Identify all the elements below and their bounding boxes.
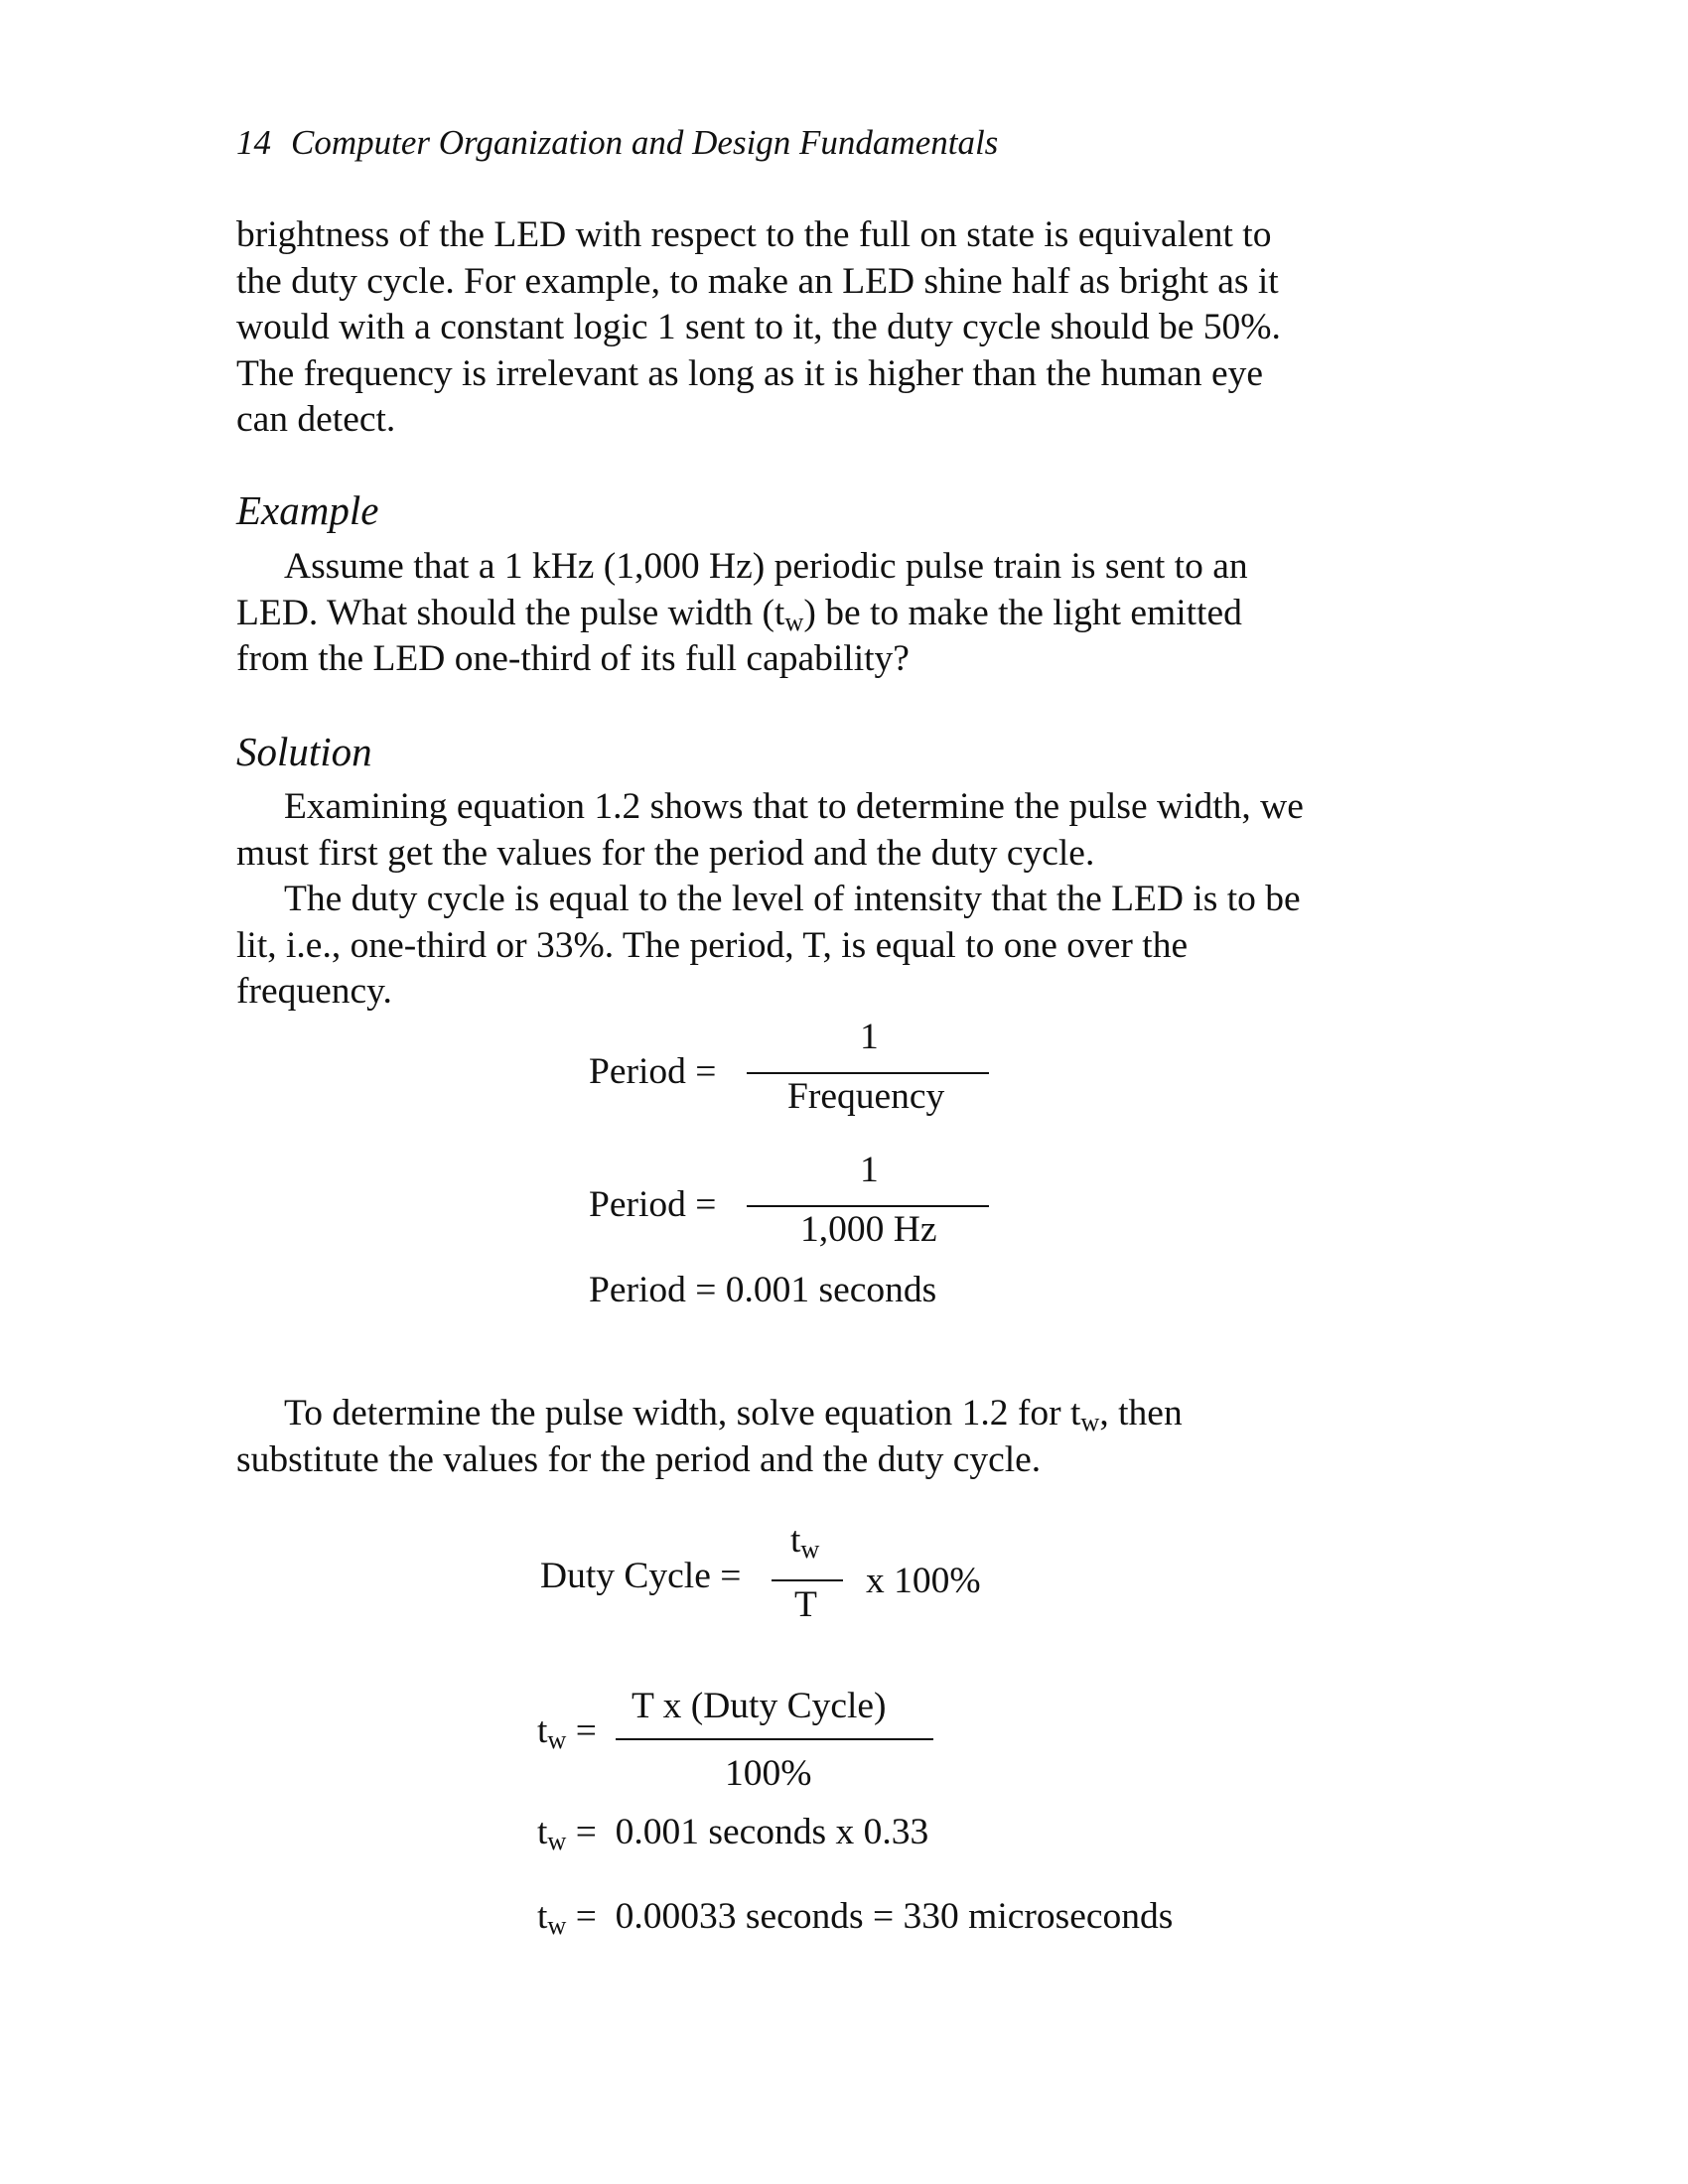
- text-line: must first get the values for the period and the duty cycle.: [236, 832, 1095, 874]
- subscript: w: [547, 1725, 567, 1754]
- text-line: the duty cycle. For example, to make an LED shine half as bright as it: [236, 260, 1279, 302]
- subscript: w: [1080, 1408, 1100, 1436]
- text-line: brightness of the LED with respect to the full on state is equivalent to: [236, 214, 1272, 255]
- fraction-bar: [616, 1738, 933, 1740]
- equation-numerator: T x (Duty Cycle): [632, 1686, 887, 1726]
- text-line: from the LED one-third of its full capability?: [236, 638, 910, 679]
- equation-tw-lhs: [537, 1709, 597, 1752]
- variable-base: t: [537, 1710, 548, 1751]
- text-line: lit, i.e., one-third or 33%. The period, T, is equal to one over the: [236, 924, 1189, 966]
- fraction-bar: [772, 1579, 843, 1581]
- variable-base: t: [537, 1812, 548, 1852]
- text-line: frequency.: [236, 971, 392, 1012]
- intro-paragraph: [236, 212, 1428, 444]
- equation-numerator: [790, 1519, 819, 1562]
- equation-period-result: Period = 0.001 seconds: [589, 1270, 937, 1310]
- equation-numerator: 1: [860, 1017, 879, 1057]
- subscript: w: [784, 607, 804, 636]
- fraction-bar: [747, 1205, 989, 1207]
- text-segment: To determine the pulse width, solve equation 1.2 for t: [284, 1393, 1081, 1433]
- text-line: Assume that a 1 kHz (1,000 Hz) periodic pulse train is sent to an: [284, 546, 1248, 587]
- substitution-paragraph: [236, 1391, 1428, 1483]
- running-header: [236, 123, 998, 163]
- text-segment: LED. What should the pulse width (t: [236, 592, 785, 633]
- text-segment: ) be to make the light emitted: [803, 592, 1242, 633]
- fraction-bar: [747, 1072, 989, 1074]
- equation-rhs: 0.001 seconds x 0.33: [615, 1812, 929, 1852]
- equals-sign: =: [575, 1896, 597, 1937]
- equals-sign: =: [575, 1710, 597, 1751]
- page-number: 14: [236, 123, 271, 162]
- solution-heading: Solution: [236, 729, 372, 774]
- equation-numerator: 1: [860, 1150, 879, 1190]
- variable-base: t: [790, 1520, 801, 1561]
- text-line: substitute the values for the period and the duty cycle.: [236, 1438, 1042, 1480]
- variable-base: t: [537, 1896, 548, 1937]
- subscript: w: [547, 1911, 567, 1940]
- subscript: w: [547, 1827, 567, 1855]
- text-line: would with a constant logic 1 sent to it, the duty cycle should be 50%.: [236, 307, 1281, 347]
- text-line: can detect.: [236, 399, 396, 440]
- solution-paragraph: [236, 784, 1428, 1016]
- equation-tw-result: [537, 1895, 1173, 1938]
- example-heading: Example: [236, 487, 379, 533]
- text-line: [236, 1391, 1428, 1437]
- subscript: w: [800, 1535, 820, 1564]
- text-line: The duty cycle is equal to the level of intensity that the LED is to be: [284, 879, 1301, 919]
- equation-tw-substitution: [537, 1811, 928, 1853]
- example-paragraph: [236, 544, 1428, 683]
- equation-denominator: T: [794, 1584, 817, 1625]
- text-line: The frequency is irrelevant as long as it is higher than the human eye: [236, 352, 1264, 394]
- equation-duty-cycle-lhs: Duty Cycle =: [540, 1556, 742, 1596]
- equation-denominator: Frequency: [787, 1076, 945, 1117]
- equation-period-lhs: Period =: [589, 1184, 717, 1225]
- text-line: [236, 591, 1428, 637]
- equation-rhs: 0.00033 seconds = 330 microseconds: [615, 1896, 1174, 1937]
- text-line: Examining equation 1.2 shows that to determine the pulse width, we: [284, 786, 1304, 827]
- equation-suffix: x 100%: [866, 1561, 981, 1601]
- text-segment: , then: [1099, 1393, 1183, 1433]
- equation-denominator: 100%: [725, 1753, 812, 1794]
- equation-period-lhs: Period =: [589, 1051, 717, 1092]
- equals-sign: =: [575, 1812, 597, 1852]
- running-title: Computer Organization and Design Fundamentals: [291, 123, 999, 162]
- equation-denominator: 1,000 Hz: [800, 1209, 937, 1250]
